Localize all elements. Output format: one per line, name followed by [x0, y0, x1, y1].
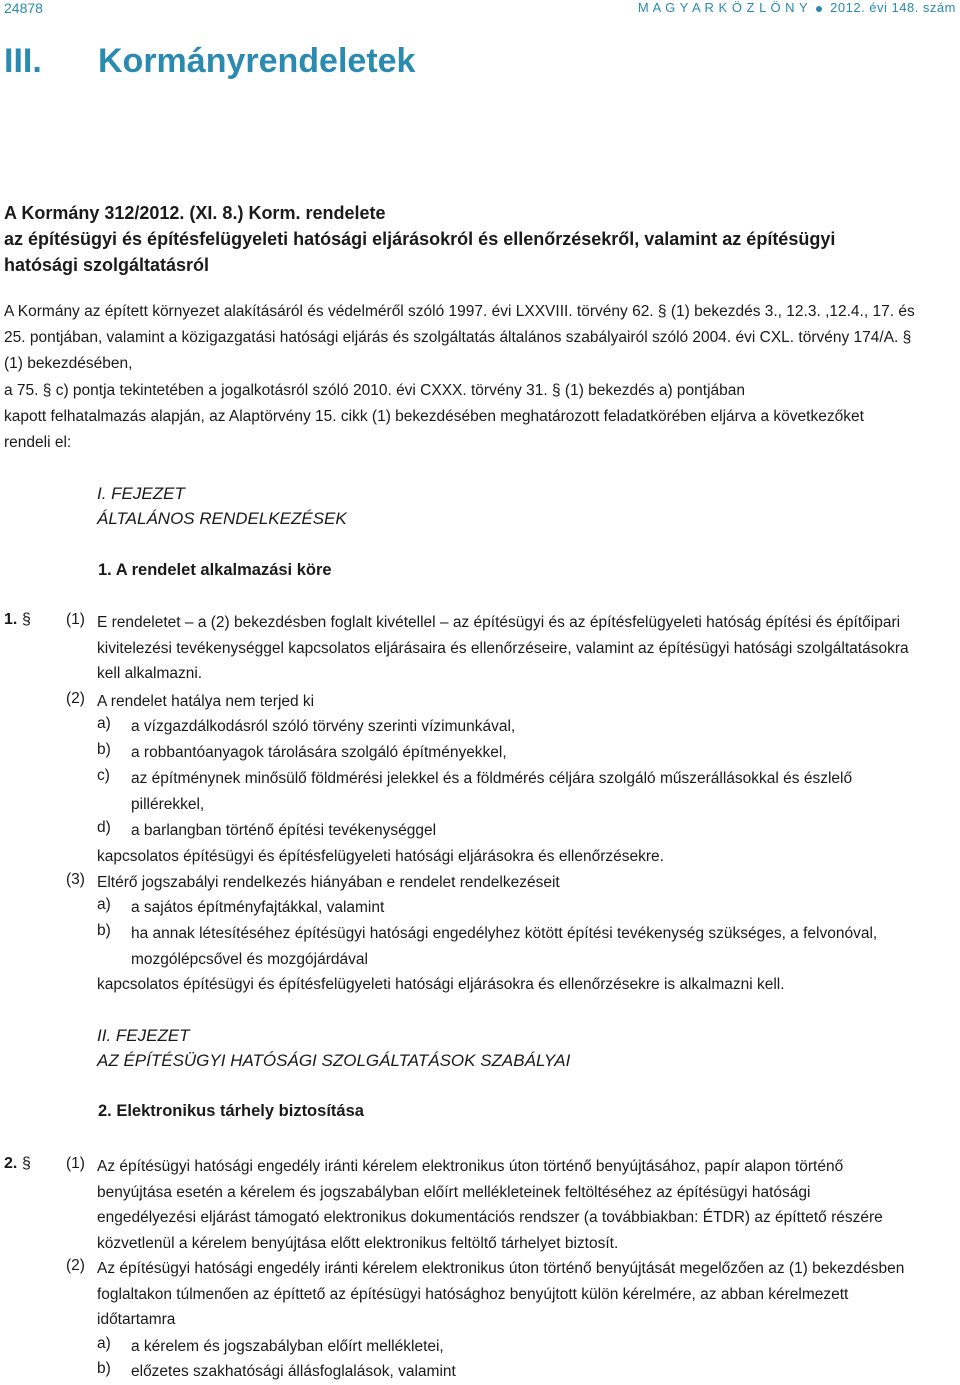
- subsection-closing: kapcsolatos építésügyi és építésfelügyeleti hatósági eljárásokra és ellenőrzésekre is alkalmazni kell.: [97, 976, 785, 993]
- subheading: 2. Elektronikus tárhely biztosítása: [98, 1102, 364, 1120]
- subsection-label: (1): [66, 1155, 85, 1172]
- section-roman: III.: [4, 42, 42, 80]
- subsection-text: [97, 1256, 957, 1333]
- text-line: engedélyezési eljárást támogató elektronikus dokumentációs rendszer (a továbbiakban: ÉTDR) az építtető részére: [97, 1209, 883, 1226]
- paragraph-number: 2.: [4, 1155, 18, 1172]
- decree-title-line: A Kormány 312/2012. (XI. 8.) Korm. rendelete: [4, 203, 386, 223]
- subsection-text: [97, 1154, 957, 1256]
- issue-number: 2012. évi 148. szám: [830, 0, 956, 15]
- preamble: [4, 299, 958, 456]
- subsection-label: (2): [66, 690, 85, 707]
- subsection-text: Eltérő jogszabályi rendelkezés hiányában e rendelet rendelkezéseit: [97, 874, 560, 891]
- paragraph-number: 1.: [4, 611, 18, 628]
- point-text: a vízgazdálkodásról szóló törvény szerinti vízimunkával,: [131, 718, 516, 735]
- chapter-heading: [97, 481, 347, 531]
- section-sign: §: [22, 611, 31, 628]
- text-line: kivitelezési tevékenységgel kapcsolatos eljárásaira és ellenőrzéseire, valamint az építésügyi hatósági szolgáltatásokra: [97, 639, 909, 657]
- subsection-label: (3): [66, 871, 85, 888]
- point-label: a): [97, 1335, 111, 1352]
- text-line: közvetlenül a kérelem benyújtása előtt elektronikus feltöltő tárhelyet biztosít.: [97, 1234, 619, 1252]
- subheading: 1. A rendelet alkalmazási köre: [98, 561, 332, 579]
- subsection-closing: kapcsolatos építésügyi és építésfelügyeleti hatósági eljárásokra és ellenőrzésekre.: [97, 848, 664, 865]
- subsection-text: A rendelet hatálya nem terjed ki: [97, 693, 315, 710]
- text-line: kell alkalmazni.: [97, 665, 203, 682]
- point-text: a barlangban történő építési tevékenységgel: [131, 822, 437, 839]
- point-text: a kérelem és jogszabályban előírt mellékletei,: [131, 1338, 444, 1355]
- subsection-label: (1): [66, 611, 85, 628]
- text-line: benyújtása esetén a kérelem és jogszabályban előírt mellékleteinek feltöltéséhez az építésügyi hatósági: [97, 1183, 811, 1201]
- subsection-label: (2): [66, 1257, 85, 1274]
- point-text: [131, 766, 957, 817]
- chapter-title: AZ ÉPÍTÉSÜGYI HATÓSÁGI SZOLGÁLTATÁSOK SZABÁLYAI: [97, 1051, 571, 1070]
- subsection-text: [97, 610, 957, 687]
- point-label: a): [97, 715, 111, 732]
- point-text: előzetes szakhatósági állásfoglalások, valamint: [131, 1363, 456, 1380]
- point-text: a robbantóanyagok tárolására szolgáló építményekkel,: [131, 744, 507, 761]
- text-line: E rendeletet – a (2) bekezdésben foglalt kivétellel – az építésügyi és az építésfelügyeleti hatóság építési és építőipari: [97, 614, 901, 631]
- point-label: b): [97, 1360, 111, 1377]
- text-line: az építménynek minősülő földmérési jelekkel és a földmérés céljára szolgáló műszerállásokkal és észlelő: [131, 770, 853, 787]
- section-sign: §: [22, 1155, 31, 1172]
- decree-title-line: hatósági szolgáltatásról: [4, 255, 210, 275]
- bullet-icon: [816, 6, 822, 12]
- preamble-line: 25. pontjában, valamint a közigazgatási hatósági eljárás és szolgáltatás általános szabályairól szóló 2004. évi CXL. törvény 174/A. §: [4, 329, 912, 347]
- preamble-line: (1) bekezdésében,: [4, 355, 133, 373]
- journal-name: M A G Y A R K Ö Z L Ö N Y: [637, 0, 808, 15]
- decree-title: [4, 200, 956, 278]
- running-header: [638, 0, 956, 15]
- text-line: Az építésügyi hatósági engedély iránti kérelem elektronikus úton történő benyújtásához, papír alapon történő: [97, 1158, 844, 1175]
- preamble-line: rendeli el:: [4, 434, 72, 452]
- text-line: Az építésügyi hatósági engedély iránti kérelem elektronikus úton történő benyújtását megelőzően az (1) bekezdésben: [97, 1260, 905, 1277]
- preamble-line: kapott felhatalmazás alapján, az Alaptörvény 15. cikk (1) bekezdésében meghatározott feladatkörében eljárva a következőket: [4, 407, 864, 425]
- point-label: c): [97, 767, 110, 784]
- text-line: ha annak létesítéséhez építésügyi hatósági engedélyhez kötött építési tevékenység szükséges, a felvonóval,: [131, 925, 878, 942]
- text-line: foglaltakon túlmenően az építtető az építésügyi hatósághoz benyújtott külön kérelmére, az abban kérelmezett: [97, 1285, 849, 1303]
- text-line: időtartamra: [97, 1311, 176, 1328]
- chapter-number: II. FEJEZET: [97, 1026, 190, 1045]
- point-text: [131, 921, 957, 972]
- chapter-title: ÁLTALÁNOS RENDELKEZÉSEK: [97, 509, 347, 528]
- preamble-line: a 75. § c) pontja tekintetében a jogalkotásról szóló 2010. évi CXXX. törvény 31. § (1) bekezdés a) pontjában: [4, 381, 746, 399]
- point-label: b): [97, 741, 111, 758]
- decree-title-line: az építésügyi és építésfelügyeleti hatósági eljárásokról és ellenőrzésekről, valamint az építésügyi: [4, 229, 836, 249]
- text-line: mozgólépcsővel és mozgójárdával: [131, 950, 368, 968]
- point-label: a): [97, 896, 111, 913]
- text-line: pillérekkel,: [131, 795, 205, 813]
- page-number: 24878: [4, 0, 43, 16]
- point-label: b): [97, 922, 111, 939]
- chapter-number: I. FEJEZET: [97, 484, 185, 503]
- preamble-line: A Kormány az épített környezet alakításáról és védelméről szóló 1997. évi LXXVIII. törvény 62. § (1) bekezdés 3., 12.3. ,12.4., 17. és: [4, 303, 915, 320]
- chapter-heading: [97, 1023, 570, 1073]
- point-label: d): [97, 819, 111, 836]
- section-title: Kormányrendeletek: [98, 42, 416, 80]
- point-text: a sajátos építményfajtákkal, valamint: [131, 899, 385, 916]
